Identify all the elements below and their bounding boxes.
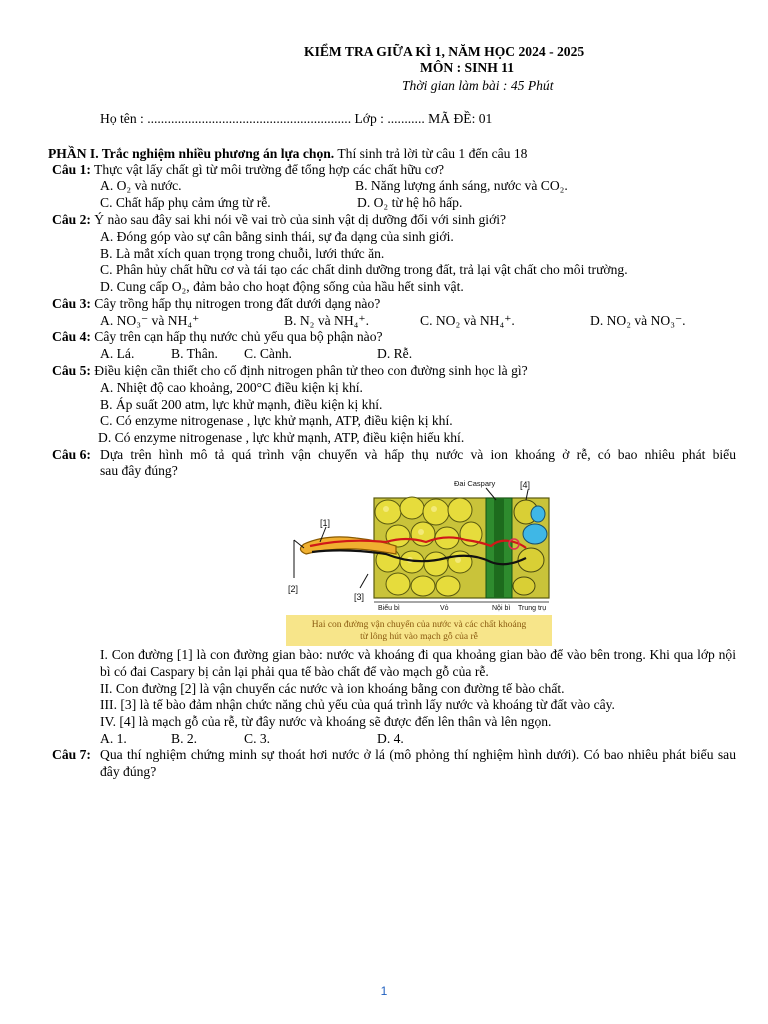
q5-option-a: A. Nhiệt độ cao khoảng, 200°C điều kiện kị khí. bbox=[100, 380, 363, 395]
q3-option-c: C. NO₂ và NH₄⁺. bbox=[420, 313, 515, 328]
root-transport-figure bbox=[286, 476, 552, 646]
question-text: Cây trồng hấp thụ nitrogen trong đất dưới dạng nào? bbox=[90, 296, 381, 311]
question-text: Thực vật lấy chất gì từ môi trường để tổng hợp các chất hữu cơ? bbox=[90, 162, 445, 177]
axis-stele: Trung trụ bbox=[518, 605, 547, 612]
part-title: PHẦN I. Trắc nghiệm nhiều phương án lựa chọn. bbox=[48, 146, 335, 161]
q6-option-b: B. 2. bbox=[171, 731, 198, 746]
question-2 bbox=[52, 212, 506, 229]
q6-statement-4: IV. [4] là mạch gỗ của rễ, từ đây nước và khoáng sẽ được đến lên thân và lên ngọn. bbox=[100, 714, 552, 729]
page-number: 1 bbox=[380, 984, 388, 998]
q5-option-d: D. Có enzyme nitrogenase , lực khử mạnh, ATP, điều kiện hiếu khí. bbox=[98, 430, 465, 445]
question-label: Câu 6: bbox=[52, 447, 91, 462]
question-text: Điều kiện cần thiết cho cố định nitrogen phân tử theo con đường sinh học là gì? bbox=[90, 363, 528, 378]
q3-option-a: A. NO₃⁻ và NH₄⁺ bbox=[100, 313, 200, 328]
question-7-text: Qua thí nghiệm chứng minh sự thoát hơi nước ở lá (mô phỏng thí nghiệm hình dưới). Có bao nhiêu phát biểu sau đây đúng? bbox=[100, 747, 736, 779]
label-2: [2] bbox=[288, 584, 299, 594]
part-heading bbox=[48, 146, 527, 163]
question-3 bbox=[52, 296, 380, 313]
question-text: Cây trên cạn hấp thụ nước chủ yếu qua bộ phận nào? bbox=[90, 329, 383, 344]
q5-option-c: C. Có enzyme nitrogenase , lực khử mạnh, ATP, điều kiện kị khí. bbox=[100, 413, 453, 428]
q2-option-c: C. Phân hủy chất hữu cơ và tái tạo các chất dinh dưỡng trong đất, trả lại vật chất cho môi trường. bbox=[100, 262, 628, 277]
q4-option-c: C. Cành. bbox=[244, 346, 292, 361]
q6-option-c: C. 3. bbox=[244, 731, 271, 746]
question-6-text-line2: sau đây đúng? bbox=[100, 463, 178, 478]
part-instruction: Thí sinh trả lời từ câu 1 đến câu 18 bbox=[334, 146, 528, 161]
label-4: [4] bbox=[520, 480, 531, 490]
subject-line: MÔN : SINH 11 bbox=[420, 60, 515, 75]
q6-statement-3: III. [3] là tế bào đảm nhận chức năng chủ yếu của quá trình lấy nước và khoáng từ đất vào cây. bbox=[100, 697, 615, 712]
figure-caption-line1: Hai con đường vận chuyển của nước và các chất khoáng bbox=[311, 620, 527, 630]
q4-option-a: A. Lá. bbox=[100, 346, 135, 361]
question-label: Câu 5: bbox=[52, 363, 91, 378]
question-label: Câu 4: bbox=[52, 329, 91, 344]
q4-option-d: D. Rễ. bbox=[377, 346, 413, 361]
q3-option-b: B. N₂ và NH₄⁺. bbox=[284, 313, 369, 328]
q1-option-b: B. Năng lượng ánh sáng, nước và CO₂. bbox=[355, 178, 568, 193]
label-casparian-strip: Đai Caspary bbox=[454, 479, 496, 488]
q2-option-b: B. Là mắt xích quan trọng trong chuỗi, lưới thức ăn. bbox=[100, 246, 385, 261]
q2-option-a: A. Đóng góp vào sự cân bằng sinh thái, sự đa dạng của sinh giới. bbox=[100, 229, 454, 244]
q4-option-b: B. Thân. bbox=[171, 346, 218, 361]
q5-option-b: B. Áp suất 200 atm, lực khử mạnh, điều kiện kị khí. bbox=[100, 397, 383, 412]
question-label: Câu 2: bbox=[52, 212, 91, 227]
axis-epidermis: Biểu bì bbox=[378, 605, 400, 612]
question-1 bbox=[52, 162, 444, 179]
q1-option-c: C. Chất hấp phụ cảm ứng từ rễ. bbox=[100, 195, 271, 210]
question-label: Câu 3: bbox=[52, 296, 91, 311]
q6-option-d: D. 4. bbox=[377, 731, 404, 746]
q1-option-d: D. O₂ từ hệ hô hấp. bbox=[357, 195, 463, 210]
question-text: Ý nào sau đây sai khi nói về vai trò của sinh vật dị dưỡng đối với sinh giới? bbox=[90, 212, 507, 227]
q1-option-a: A. O₂ và nước. bbox=[100, 178, 182, 193]
question-4 bbox=[52, 329, 383, 346]
question-7 bbox=[52, 747, 91, 764]
axis-cortex: Vỏ bbox=[440, 605, 449, 612]
figure-caption-line2: từ lông hút vào mạch gỗ của rễ bbox=[360, 632, 478, 642]
student-info-line: Họ tên : ............................................................ Lớp : ........... MÃ ĐỀ: 01 bbox=[100, 111, 493, 126]
q3-option-d: D. NO₂ và NO₃⁻. bbox=[590, 313, 686, 328]
time-line: Thời gian làm bài : 45 Phút bbox=[402, 78, 554, 93]
axis-endodermis: Nội bì bbox=[492, 605, 511, 612]
q2-option-d: D. Cung cấp O₂, đảm bảo cho hoạt động sống của hầu hết sinh vật. bbox=[100, 279, 464, 294]
label-1: [1] bbox=[320, 518, 331, 528]
q6-statement-1: I. Con đường [1] là con đường gian bào: nước và khoáng đi qua khoảng gian bào để vào bên trong. Khi qua lớp nội bì có đai Caspary bị cản lại phải qua tế bào chất để vào mạch gỗ của rễ. bbox=[100, 647, 736, 679]
question-6-text-line1: Dựa trên hình mô tả quá trình vận chuyển và hấp thụ nước và ion khoáng ở rễ, có bao nhiêu phát biểu bbox=[100, 447, 736, 462]
question-label: Câu 7: bbox=[52, 747, 91, 762]
label-3: [3] bbox=[354, 592, 365, 602]
q6-option-a: A. 1. bbox=[100, 731, 127, 746]
question-6 bbox=[52, 447, 91, 464]
question-label: Câu 1: bbox=[52, 162, 91, 177]
q6-statement-2: II. Con đường [2] là vận chuyển các nước và ion khoáng bằng con đường tế bào chất. bbox=[100, 681, 565, 696]
exam-title: KIỂM TRA GIỮA KÌ 1, NĂM HỌC 2024 - 2025 bbox=[304, 44, 585, 59]
question-5 bbox=[52, 363, 528, 380]
